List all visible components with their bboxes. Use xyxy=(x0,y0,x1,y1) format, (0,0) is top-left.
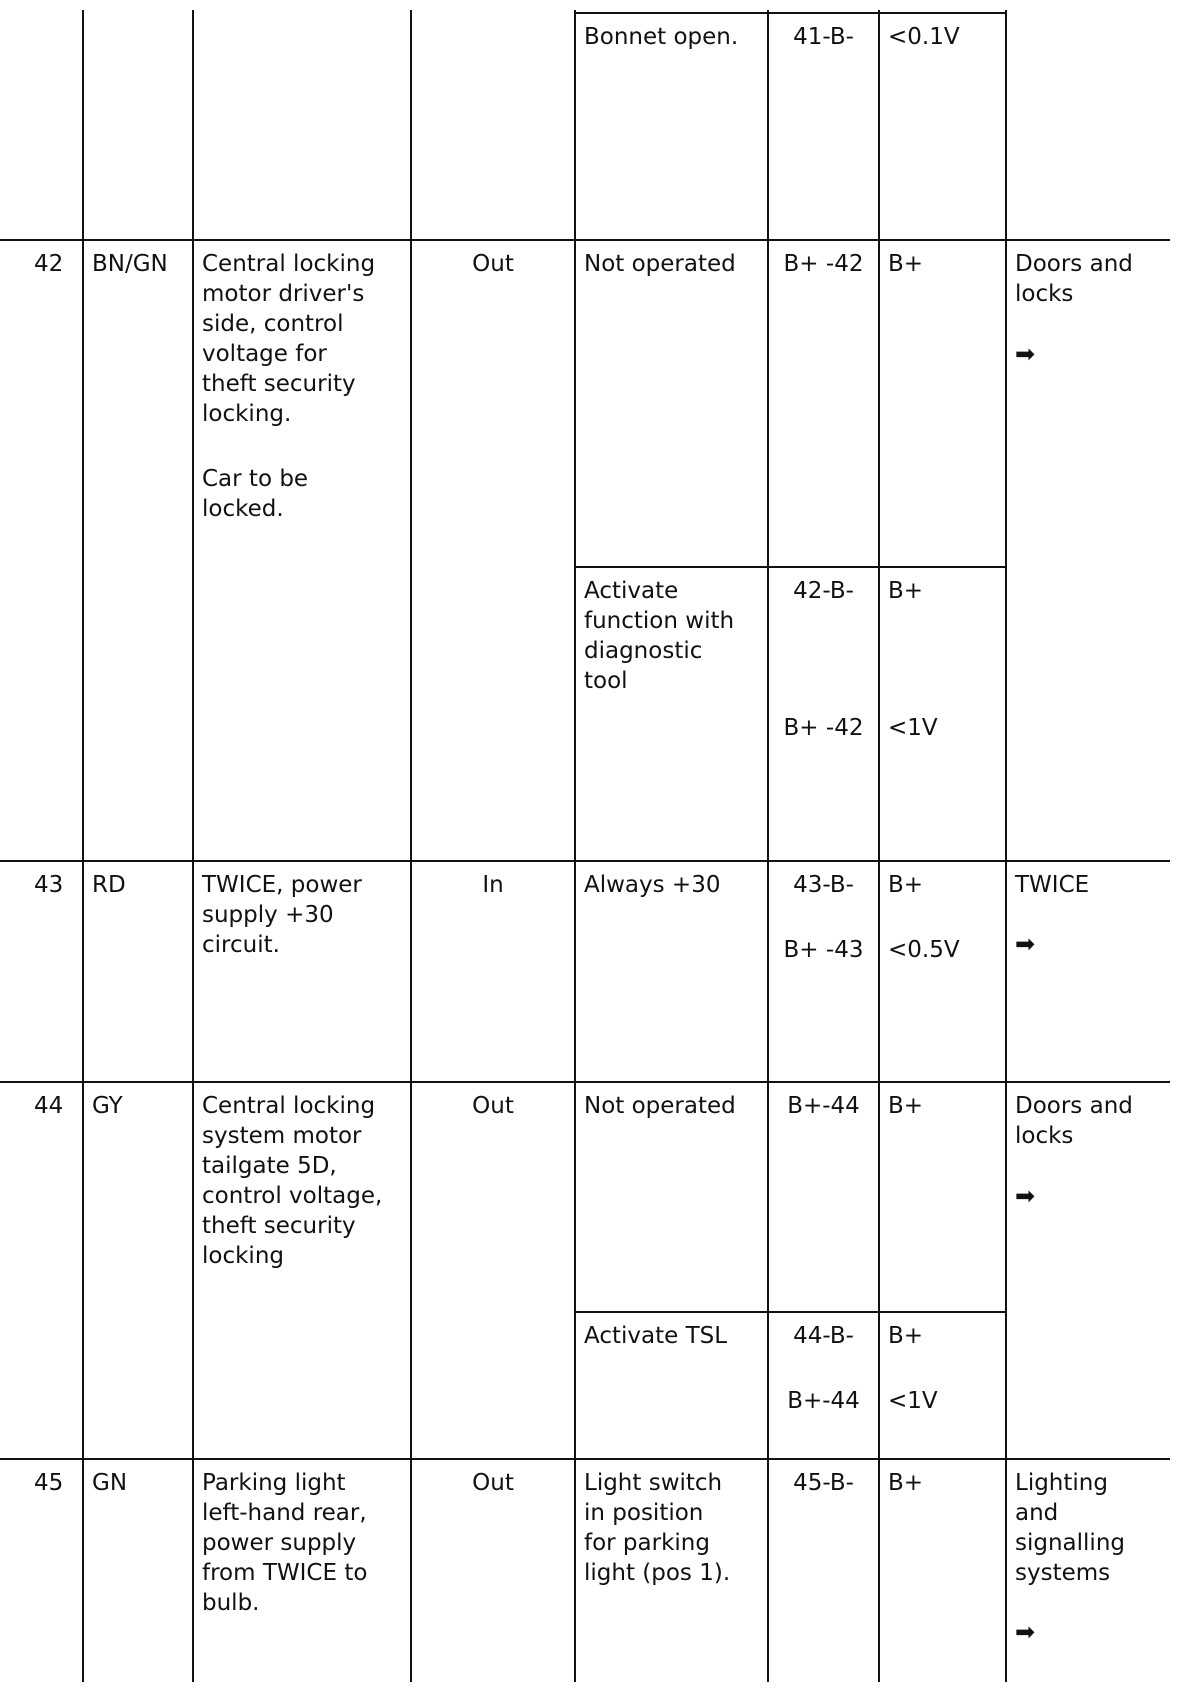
col-line-dir xyxy=(574,10,576,1682)
cont-value: <0.1V xyxy=(888,24,960,50)
row-44-pin: 44 xyxy=(34,1093,64,1119)
row-42-cond2-measure2: B+ -42 xyxy=(783,715,864,741)
row-45-cond1: Light switch in position for parking light (pos 1). xyxy=(584,1470,731,1586)
col-line-value xyxy=(1005,10,1007,1682)
row-43-cond1-measure1: 43-B- xyxy=(793,872,854,898)
row-44-cond2-measure1: 44-B- xyxy=(793,1323,854,1349)
row-43-cond1: Always +30 xyxy=(584,872,721,898)
row-44-sub-line xyxy=(574,1311,1007,1313)
row-43-color: RD xyxy=(92,872,126,898)
row-42-reference[interactable]: Doors and locks xyxy=(1015,251,1133,307)
row-44-cond1: Not operated xyxy=(584,1093,736,1119)
row-45-cond1-measure: 45-B- xyxy=(793,1470,854,1496)
row-44-top-line xyxy=(0,1081,1170,1083)
row-44-cond2-measure2: B+-44 xyxy=(787,1388,860,1414)
row-45-top-line xyxy=(0,1458,1170,1460)
row-43-cond1-value1: B+ xyxy=(888,872,924,898)
row-44-cond1-measure: B+-44 xyxy=(787,1093,860,1119)
row-42-color: BN/GN xyxy=(92,251,168,277)
row-45-link-arrow-icon[interactable]: ➡ xyxy=(1015,1618,1036,1646)
col-line-meas xyxy=(878,10,880,1682)
row-42-link-arrow-icon[interactable]: ➡ xyxy=(1015,340,1036,368)
row-45-direction: Out xyxy=(472,1470,514,1496)
row-42-direction: Out xyxy=(472,251,514,277)
row-44-desc1: Central locking system motor tailgate 5D, control voltage, theft security locking xyxy=(202,1093,383,1269)
row-43-direction: In xyxy=(482,872,504,898)
col-line-pin xyxy=(82,10,84,1682)
row-44-direction: Out xyxy=(472,1093,514,1119)
row-42-cond2-value2: <1V xyxy=(888,715,938,741)
row-45-cond1-value: B+ xyxy=(888,1470,924,1496)
row-42-cond1: Not operated xyxy=(584,251,736,277)
row-42-pin: 42 xyxy=(34,251,64,277)
row-44-cond1-value: B+ xyxy=(888,1093,924,1119)
row-44-link-arrow-icon[interactable]: ➡ xyxy=(1015,1182,1036,1210)
row-43-cond1-measure2: B+ -43 xyxy=(783,937,864,963)
row-44-cond2-value2: <1V xyxy=(888,1388,938,1414)
row-42-cond1-measure: B+ -42 xyxy=(783,251,864,277)
row-45-reference[interactable]: Lighting and signalling systems xyxy=(1015,1470,1125,1586)
row-44-color: GY xyxy=(92,1093,123,1119)
row-42-cond2: Activate function with diagnostic tool xyxy=(584,578,735,694)
row-45-pin: 45 xyxy=(34,1470,64,1496)
row-42-cond1-value: B+ xyxy=(888,251,924,277)
row-43-pin: 43 xyxy=(34,872,64,898)
cont-row-top-line xyxy=(574,12,1007,14)
row-44-cond2-value1: B+ xyxy=(888,1323,924,1349)
row-43-reference[interactable]: TWICE xyxy=(1015,872,1090,898)
row-42-top-line xyxy=(0,239,1170,241)
row-42-desc1: Central locking motor driver's side, control voltage for theft security locking. xyxy=(202,251,376,427)
row-45-desc1: Parking light left-hand rear, power supply from TWICE to bulb. xyxy=(202,1470,368,1616)
row-42-cond2-value1: B+ xyxy=(888,578,924,604)
row-42-cond2-measure1: 42-B- xyxy=(793,578,854,604)
row-42-sub-line xyxy=(574,566,1007,568)
row-43-desc1: TWICE, power supply +30 circuit. xyxy=(202,872,362,958)
cont-condition: Bonnet open. xyxy=(584,24,739,50)
row-44-cond2: Activate TSL xyxy=(584,1323,728,1349)
row-43-top-line xyxy=(0,860,1170,862)
row-43-link-arrow-icon[interactable]: ➡ xyxy=(1015,930,1036,958)
col-line-color xyxy=(192,10,194,1682)
row-44-reference[interactable]: Doors and locks xyxy=(1015,1093,1133,1149)
row-45-color: GN xyxy=(92,1470,128,1496)
row-43-cond1-value2: <0.5V xyxy=(888,937,960,963)
row-42-desc2: Car to be locked. xyxy=(202,466,309,522)
cont-measure: 41-B- xyxy=(793,24,854,50)
